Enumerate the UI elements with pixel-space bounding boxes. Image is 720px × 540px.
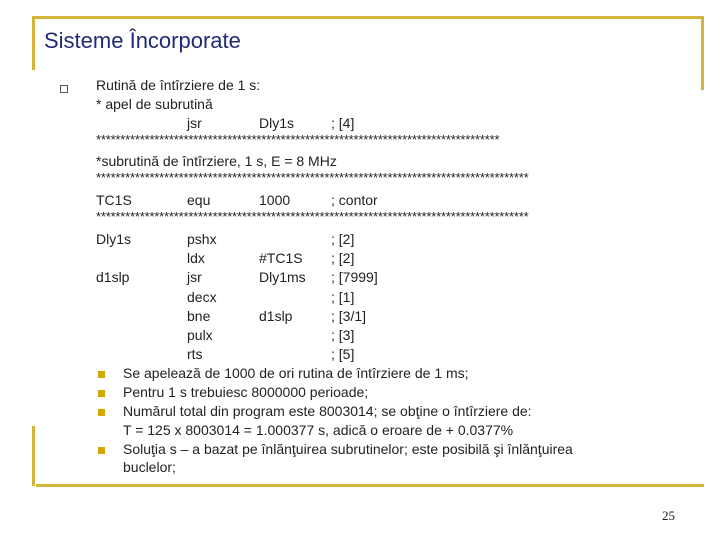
intro-line-1: Rutină de întîrziere de 1 s: <box>96 77 261 93</box>
code-operand: d1slp <box>259 308 293 324</box>
code-instr: bne <box>187 308 211 324</box>
code-instr: jsr <box>187 269 202 285</box>
call-instr: jsr <box>187 115 202 131</box>
code-instr: ldx <box>187 250 205 266</box>
bullet-text-3: Numărul total din program este 8003014; se obţine o întîrziere de: <box>123 403 532 419</box>
equ-instr: equ <box>187 192 211 208</box>
equ-label: TC1S <box>96 192 132 208</box>
code-comment: ; [1] <box>331 289 355 305</box>
square-bullet-icon <box>98 409 105 416</box>
call-comment: ; [4] <box>331 115 355 131</box>
separator-short: *********************************************************************************** <box>96 134 500 146</box>
page-number: 25 <box>662 508 675 523</box>
square-bullet-icon <box>98 371 105 378</box>
bullet-text-1: Se apelează de 1000 de ori rutina de întîrziere de 1 ms; <box>123 365 469 381</box>
equ-operand: 1000 <box>259 192 291 208</box>
code-operand: Dly1ms <box>259 269 306 285</box>
separator-2: ***************************************************************************************** <box>96 211 529 223</box>
square-bullet-icon <box>98 447 105 454</box>
code-instr: decx <box>187 289 217 305</box>
bullet-text-2: Pentru 1 s trebuiesc 8000000 perioade; <box>123 384 369 400</box>
code-comment: ; [3/1] <box>331 308 367 324</box>
code-instr: pulx <box>187 327 213 343</box>
code-instr: rts <box>187 346 203 362</box>
intro-line-2: * apel de subrutină <box>96 96 213 112</box>
code-comment: ; [5] <box>331 346 355 362</box>
code-comment: ; [2] <box>331 250 355 266</box>
code-comment: ; [7999] <box>331 269 378 285</box>
equ-comment: ; contor <box>331 192 378 208</box>
call-operand: Dly1s <box>259 115 295 131</box>
code-comment: ; [3] <box>331 327 355 343</box>
code-operand: #TC1S <box>259 250 303 266</box>
bullet-text-4: Soluţia s – a bazat pe înlănţuirea subrutinelor; este posibilă şi înlănţuirea <box>123 441 573 457</box>
hollow-square-bullet-icon <box>60 85 68 93</box>
separator-1: ***************************************************************************************** <box>96 172 529 184</box>
slide-title: Sisteme Încorporate <box>44 28 241 53</box>
code-comment: ; [2] <box>331 231 355 247</box>
header-comment: *subrutină de întîrziere, 1 s, E = 8 MHz <box>96 153 337 169</box>
square-bullet-icon <box>98 390 105 397</box>
code-label: Dly1s <box>96 231 132 247</box>
bullet-text-3-cont: T = 125 x 8003014 = 1.000377 s, adică o eroare de + 0.0377% <box>123 422 514 438</box>
bullet-text-4-cont: buclelor; <box>123 459 176 475</box>
code-label: d1slp <box>96 269 130 285</box>
code-instr: pshx <box>187 231 217 247</box>
